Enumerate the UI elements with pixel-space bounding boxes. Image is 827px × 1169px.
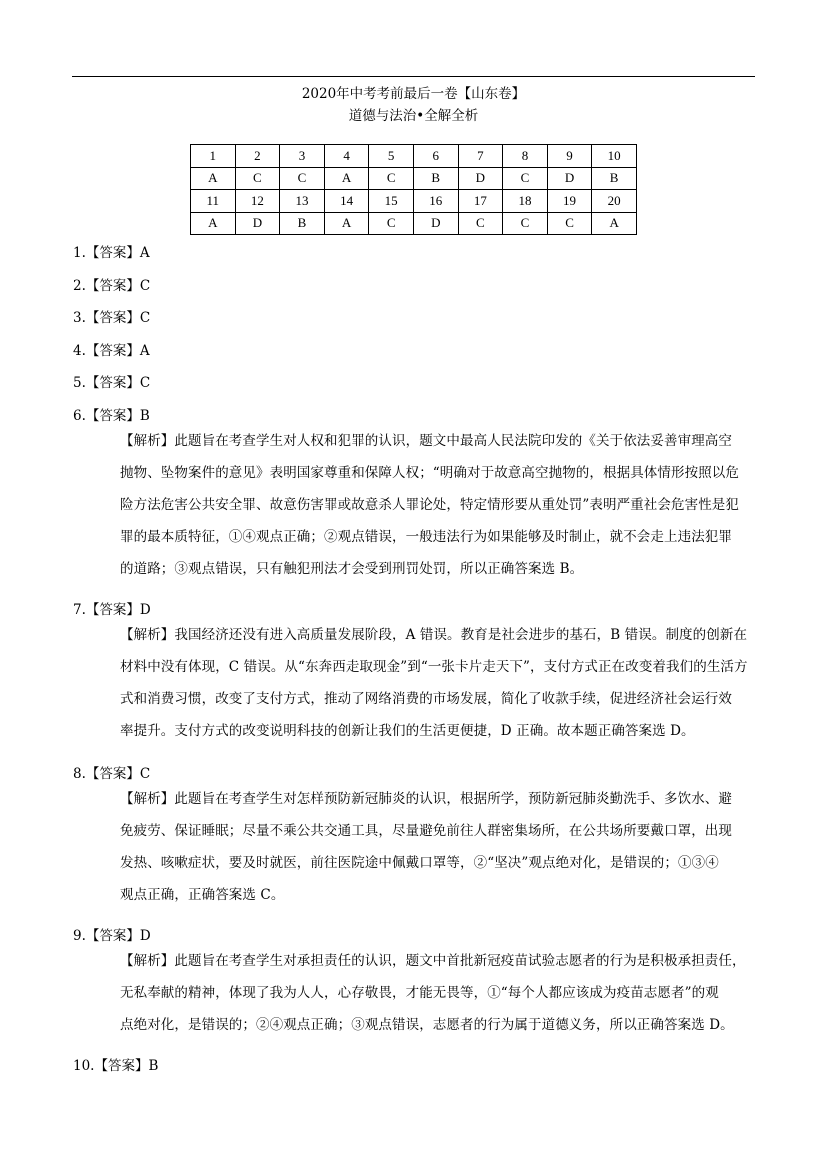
analysis-line: 式和消费习惯，改变了支付方式，推动了网络消费的市场发展，简化了收款手续，促进经济社会运行效 — [120, 691, 732, 707]
analysis-line: 【解析】我国经济还没有进入高质量发展阶段，A 错误。教育是社会进步的基石，B 错误。制度的创新在 — [120, 627, 748, 643]
table-row — [191, 190, 637, 213]
answer-label: 10.【答案】B — [73, 1058, 159, 1074]
analysis-block — [120, 945, 752, 1041]
table-cell: C — [503, 212, 548, 235]
table-cell: 4 — [324, 145, 369, 168]
table-cell: B — [280, 212, 325, 235]
analysis-line: 无私奉献的精神，体现了我为人人，心存敬畏，才能无畏等，①“每个人都应该成为疫苗志愿者”的观 — [120, 985, 719, 1001]
analysis-line: 险方法危害公共安全罪、故意伤害罪或故意杀人罪论处，特定情形要从重处罚”表明严重社会危害性是犯 — [120, 497, 739, 513]
analysis-line: 材料中没有体现，C 错误。从“东奔西走取现金”到“一张卡片走天下”，支付方式正在改变着我们的生活方 — [120, 659, 748, 675]
analysis-line: 抛物、坠物案件的意见》表明国家尊重和保障人权；“明确对于故意高空抛物的，根据具体情形按照以危 — [120, 465, 739, 481]
analysis-block — [120, 783, 752, 911]
analysis-line: 观点正确，正确答案选 C。 — [120, 887, 285, 903]
table-cell: D — [235, 212, 280, 235]
table-cell: 10 — [592, 145, 637, 168]
answer-label: 1.【答案】A — [73, 245, 150, 261]
table-cell: 19 — [547, 190, 592, 213]
page-subtitle: 道德与法治•全解全析 — [348, 108, 479, 124]
answer-table — [190, 144, 637, 235]
table-row — [191, 167, 637, 190]
table-cell: C — [547, 212, 592, 235]
table-cell: C — [280, 167, 325, 190]
analysis-line: 发热、咳嗽症状，要及时就医，前往医院途中佩戴口罩等，②“坚决”观点绝对化，是错误的；①③④ — [120, 855, 719, 871]
table-cell: 3 — [280, 145, 325, 168]
table-cell: 5 — [369, 145, 414, 168]
table-cell: 20 — [592, 190, 637, 213]
table-cell: 18 — [503, 190, 548, 213]
table-cell: C — [235, 167, 280, 190]
table-row — [191, 212, 637, 235]
table-cell: 15 — [369, 190, 414, 213]
table-cell: 6 — [413, 145, 458, 168]
table-cell: 17 — [458, 190, 503, 213]
analysis-line: 罪的最本质特征，①④观点正确；②观点错误，一般违法行为如果能够及时制止，就不会走上违法犯罪 — [120, 529, 732, 545]
analysis-line: 【解析】此题旨在考查学生对承担责任的认识，题文中首批新冠疫苗试验志愿者的行为是积极承担责任， — [120, 953, 746, 969]
analysis-line: 率提升。支付方式的改变说明科技的创新让我们的生活更便捷，D 正确。故本题正确答案选 D。 — [120, 723, 695, 739]
table-cell: B — [413, 167, 458, 190]
table-cell: 2 — [235, 145, 280, 168]
table-cell: B — [592, 167, 637, 190]
table-cell: A — [324, 212, 369, 235]
table-cell: 1 — [191, 145, 236, 168]
table-cell: 7 — [458, 145, 503, 168]
table-cell: 11 — [191, 190, 236, 213]
table-cell: D — [413, 212, 458, 235]
table-cell: D — [547, 167, 592, 190]
analysis-line: 【解析】此题旨在考查学生对怎样预防新冠肺炎的认识，根据所学，预防新冠肺炎勤洗手、多饮水、避 — [120, 791, 732, 807]
analysis-line: 点绝对化，是错误的；②④观点正确；③观点错误，志愿者的行为属于道德义务，所以正确答案选 D。 — [120, 1017, 734, 1033]
answer-label: 5.【答案】C — [73, 375, 151, 391]
table-cell: D — [458, 167, 503, 190]
table-cell: C — [369, 167, 414, 190]
table-cell: C — [503, 167, 548, 190]
table-cell: A — [191, 212, 236, 235]
analysis-block — [120, 425, 752, 585]
table-cell: 8 — [503, 145, 548, 168]
answer-label: 4.【答案】A — [73, 343, 150, 359]
analysis-line: 【解析】此题旨在考查学生对人权和犯罪的认识，题文中最高人民法院印发的《关于依法妥善审理高空 — [120, 433, 732, 449]
table-cell: 14 — [324, 190, 369, 213]
table-cell: 13 — [280, 190, 325, 213]
answer-label: 8.【答案】C — [73, 766, 151, 782]
header-rule — [72, 76, 755, 77]
answer-label: 6.【答案】B — [73, 408, 150, 424]
analysis-line: 免疲劳、保证睡眠；尽量不乘公共交通工具，尽量避免前往人群密集场所，在公共场所要戴口罩，出现 — [120, 823, 732, 839]
table-row — [191, 145, 637, 168]
answer-label: 3.【答案】C — [73, 310, 151, 326]
answer-label: 9.【答案】D — [73, 928, 151, 944]
analysis-line: 的道路；③观点错误，只有触犯刑法才会受到刑罚处罚，所以正确答案选 B。 — [120, 561, 584, 577]
answer-label: 7.【答案】D — [73, 602, 151, 618]
table-cell: 16 — [413, 190, 458, 213]
table-cell: C — [369, 212, 414, 235]
table-cell: A — [324, 167, 369, 190]
answer-label: 2.【答案】C — [73, 278, 151, 294]
page-title: 2020年中考考前最后一卷【山东卷】 — [301, 86, 526, 102]
table-cell: 12 — [235, 190, 280, 213]
table-cell: 9 — [547, 145, 592, 168]
table-cell: C — [458, 212, 503, 235]
analysis-block — [120, 619, 752, 747]
table-cell: A — [191, 167, 236, 190]
table-cell: A — [592, 212, 637, 235]
